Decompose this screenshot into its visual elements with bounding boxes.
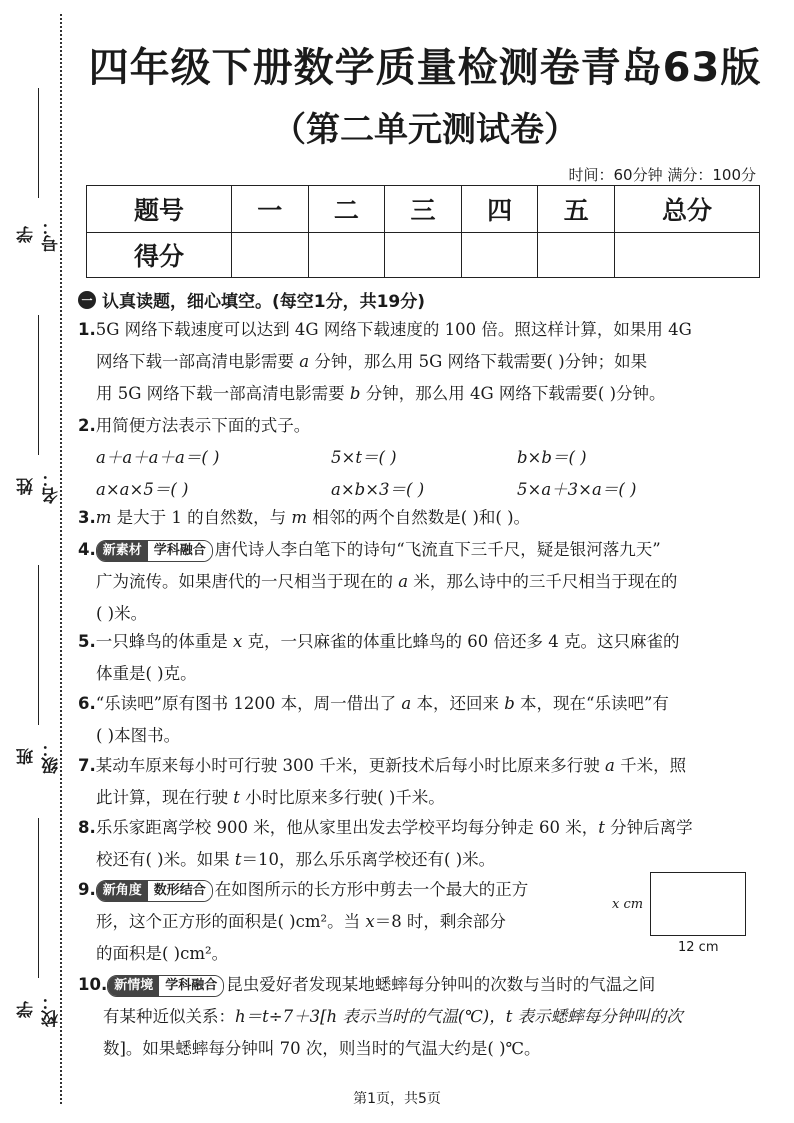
score-header-cell: 五: [538, 186, 615, 233]
class-line: [38, 565, 39, 725]
time-info: 时间：60分钟 满分：100分: [568, 166, 756, 184]
name-label: 姓名：: [17, 470, 62, 504]
question-text: 某动车原来每小时可行驶 300 千米，更新技术后每小时比原来多行驶: [95, 756, 605, 775]
question-number: 6.: [78, 694, 96, 713]
expression: b×b＝( ): [517, 448, 587, 467]
question-text: 是大于 1 的自然数，与: [111, 508, 292, 527]
question-text: 用简便方法表示下面的式子。: [95, 416, 311, 435]
question-number: 1.: [78, 320, 96, 339]
question-number: 5.: [78, 632, 96, 651]
expression: 5×a＋3×a＝( ): [517, 480, 637, 499]
question-text: ( )本图书。: [96, 726, 181, 745]
question-text: 广为流传。如果唐代的一尺相当于现在的: [96, 572, 399, 591]
score-table: [86, 185, 760, 278]
score-cell[interactable]: [461, 233, 538, 278]
score-row-label: 得分: [87, 233, 232, 278]
score-header-cell: 二: [308, 186, 385, 233]
question-text: 本，还回来: [411, 694, 505, 713]
score-cell[interactable]: [538, 233, 615, 278]
question-3: [78, 502, 758, 534]
question-text: ＝10，那么乐乐离学校还有( )米。: [241, 850, 496, 869]
tag-secondary: 数形结合: [148, 881, 212, 901]
question-number: 9.: [78, 880, 96, 899]
formula: h＝t÷7＋3[h 表示当时的气温(℃)，t 表示蟋蟀每分钟叫的次: [235, 1007, 683, 1026]
question-4: [78, 534, 758, 630]
question-7: [78, 750, 758, 814]
tag-secondary: 学科融合: [159, 976, 223, 996]
variable: m: [291, 508, 308, 527]
expression: 5×t＝( ): [331, 448, 397, 467]
question-text: 数]。如果蟋蟀每分钟叫 70 次，则当时的气温大约是( )℃。: [103, 1039, 541, 1058]
question-1: [78, 314, 758, 410]
question-text: 网络下载一部高清电影需要: [96, 352, 300, 371]
score-header-cell: 总分: [615, 186, 760, 233]
figure-width-label: 12 cm: [678, 940, 719, 955]
tag-badge: [96, 880, 213, 902]
question-10: [78, 969, 758, 1065]
question-text: 千米，照: [614, 756, 687, 775]
binding-dotted-line: [60, 14, 62, 1104]
question-5: [78, 626, 758, 690]
variable: t: [233, 788, 240, 807]
variable: b: [504, 694, 515, 713]
question-text: 此计算，现在行驶: [96, 788, 234, 807]
variable: x: [365, 912, 375, 931]
tag-primary: 新角度: [97, 881, 148, 901]
question-number: 10.: [78, 975, 108, 994]
student-id-line: [38, 88, 39, 198]
question-8: [78, 812, 758, 876]
question-text: 有某种近似关系：: [103, 1007, 235, 1026]
section-heading: [78, 287, 425, 312]
question-number: 7.: [78, 756, 96, 775]
page-footer: 第1页，共5页: [353, 1091, 441, 1107]
score-cell[interactable]: [308, 233, 385, 278]
question-text: 克，一只麻雀的体重比蜂鸟的 60 倍还多 4 克。这只麻雀的: [242, 632, 680, 651]
section-title: 认真读题，细心填空。(每空1分，共19分): [102, 292, 426, 312]
question-text: 形，这个正方形的面积是( )cm²。当: [96, 912, 366, 931]
tag-secondary: 学科融合: [148, 541, 212, 561]
variable: a: [398, 572, 409, 591]
tag-primary: 新情境: [108, 976, 159, 996]
tag-badge: [96, 540, 213, 562]
score-cell[interactable]: [231, 233, 308, 278]
score-table-header-row: [87, 186, 760, 233]
variable: b: [349, 384, 361, 403]
student-id-label: 学号：: [17, 218, 62, 252]
score-header-cell: 四: [461, 186, 538, 233]
question-text: 本，现在“乐读吧”有: [514, 694, 669, 713]
question-number: 3.: [78, 508, 96, 527]
class-label: 班级：: [17, 740, 62, 774]
tag-primary: 新素材: [97, 541, 148, 561]
page-subtitle: （第二单元测试卷）: [272, 110, 578, 150]
question-text: 昆虫爱好者发现某地蟋蟀每分钟叫的次数与当时的气温之间: [226, 975, 656, 994]
variable: t: [234, 850, 242, 869]
question-text: ＝8 时，剩余部分: [374, 912, 506, 931]
question-text: 用 5G 网络下载一部高清电影需要: [96, 384, 350, 403]
question-number: 8.: [78, 818, 96, 837]
school-label: 学校：: [17, 993, 62, 1027]
name-line: [38, 315, 39, 455]
expression: a×a×5＝( ): [96, 480, 189, 499]
expression: a×b×3＝( ): [331, 480, 425, 499]
question-text: 相邻的两个自然数是( )和( )。: [307, 508, 531, 527]
question-text: 体重是( )克。: [96, 664, 197, 683]
variable: a: [299, 352, 310, 371]
school-line: [38, 818, 39, 978]
question-text: 分钟，那么用 5G 网络下载需要( )分钟；如果: [309, 352, 648, 371]
question-text: “乐读吧”原有图书 1200 本，周一借出了: [95, 694, 402, 713]
question-text: 分钟后离学: [604, 818, 693, 837]
tag-badge: [107, 975, 224, 997]
question-text: ( )米。: [96, 604, 148, 623]
question-text: 校还有( )米。如果: [96, 850, 235, 869]
score-header-cell: 三: [385, 186, 462, 233]
question-number: 2.: [78, 416, 96, 435]
question-text: 分钟，那么用 4G 网络下载需要( )分钟。: [360, 384, 666, 403]
variable: x: [233, 632, 243, 651]
question-text: 唐代诗人李白笔下的诗句“飞流直下三千尺，疑是银河落九天”: [214, 540, 661, 559]
question-text: 在如图所示的长方形中剪去一个最大的正方: [214, 880, 529, 899]
question-6: [78, 688, 758, 752]
section-number-badge: 一: [78, 291, 96, 309]
variable: m: [95, 508, 112, 527]
question-text: 的面积是( )cm²。: [96, 944, 229, 963]
question-2: [78, 410, 758, 506]
question-text: 小时比原来多行驶( )千米。: [239, 788, 445, 807]
score-header-cell: 题号: [87, 186, 232, 233]
figure-height-label: x cm: [612, 897, 644, 912]
variable: a: [604, 756, 615, 775]
score-cell[interactable]: [385, 233, 462, 278]
question-number: 4.: [78, 540, 96, 559]
question-9: [78, 874, 608, 970]
page-title: 四年级下册数学质量检测卷青岛63版: [88, 45, 762, 91]
question-text: 5G 网络下载速度可以达到 4G 网络下载速度的 100 倍。照这样计算，如果用 4G: [95, 320, 692, 339]
question-text: 一只蜂鸟的体重是: [95, 632, 233, 651]
question-text: 乐乐家距离学校 900 米，他从家里出发去学校平均每分钟走 60 米，: [95, 818, 599, 837]
expression: a＋a＋a＋a＝( ): [96, 448, 220, 467]
question-text: 米，那么诗中的三千尺相当于现在的: [408, 572, 678, 591]
score-cell[interactable]: [615, 233, 760, 278]
rectangle-figure: [650, 872, 746, 936]
score-table-score-row: [87, 233, 760, 278]
variable: t: [598, 818, 605, 837]
score-header-cell: 一: [231, 186, 308, 233]
variable: a: [401, 694, 412, 713]
